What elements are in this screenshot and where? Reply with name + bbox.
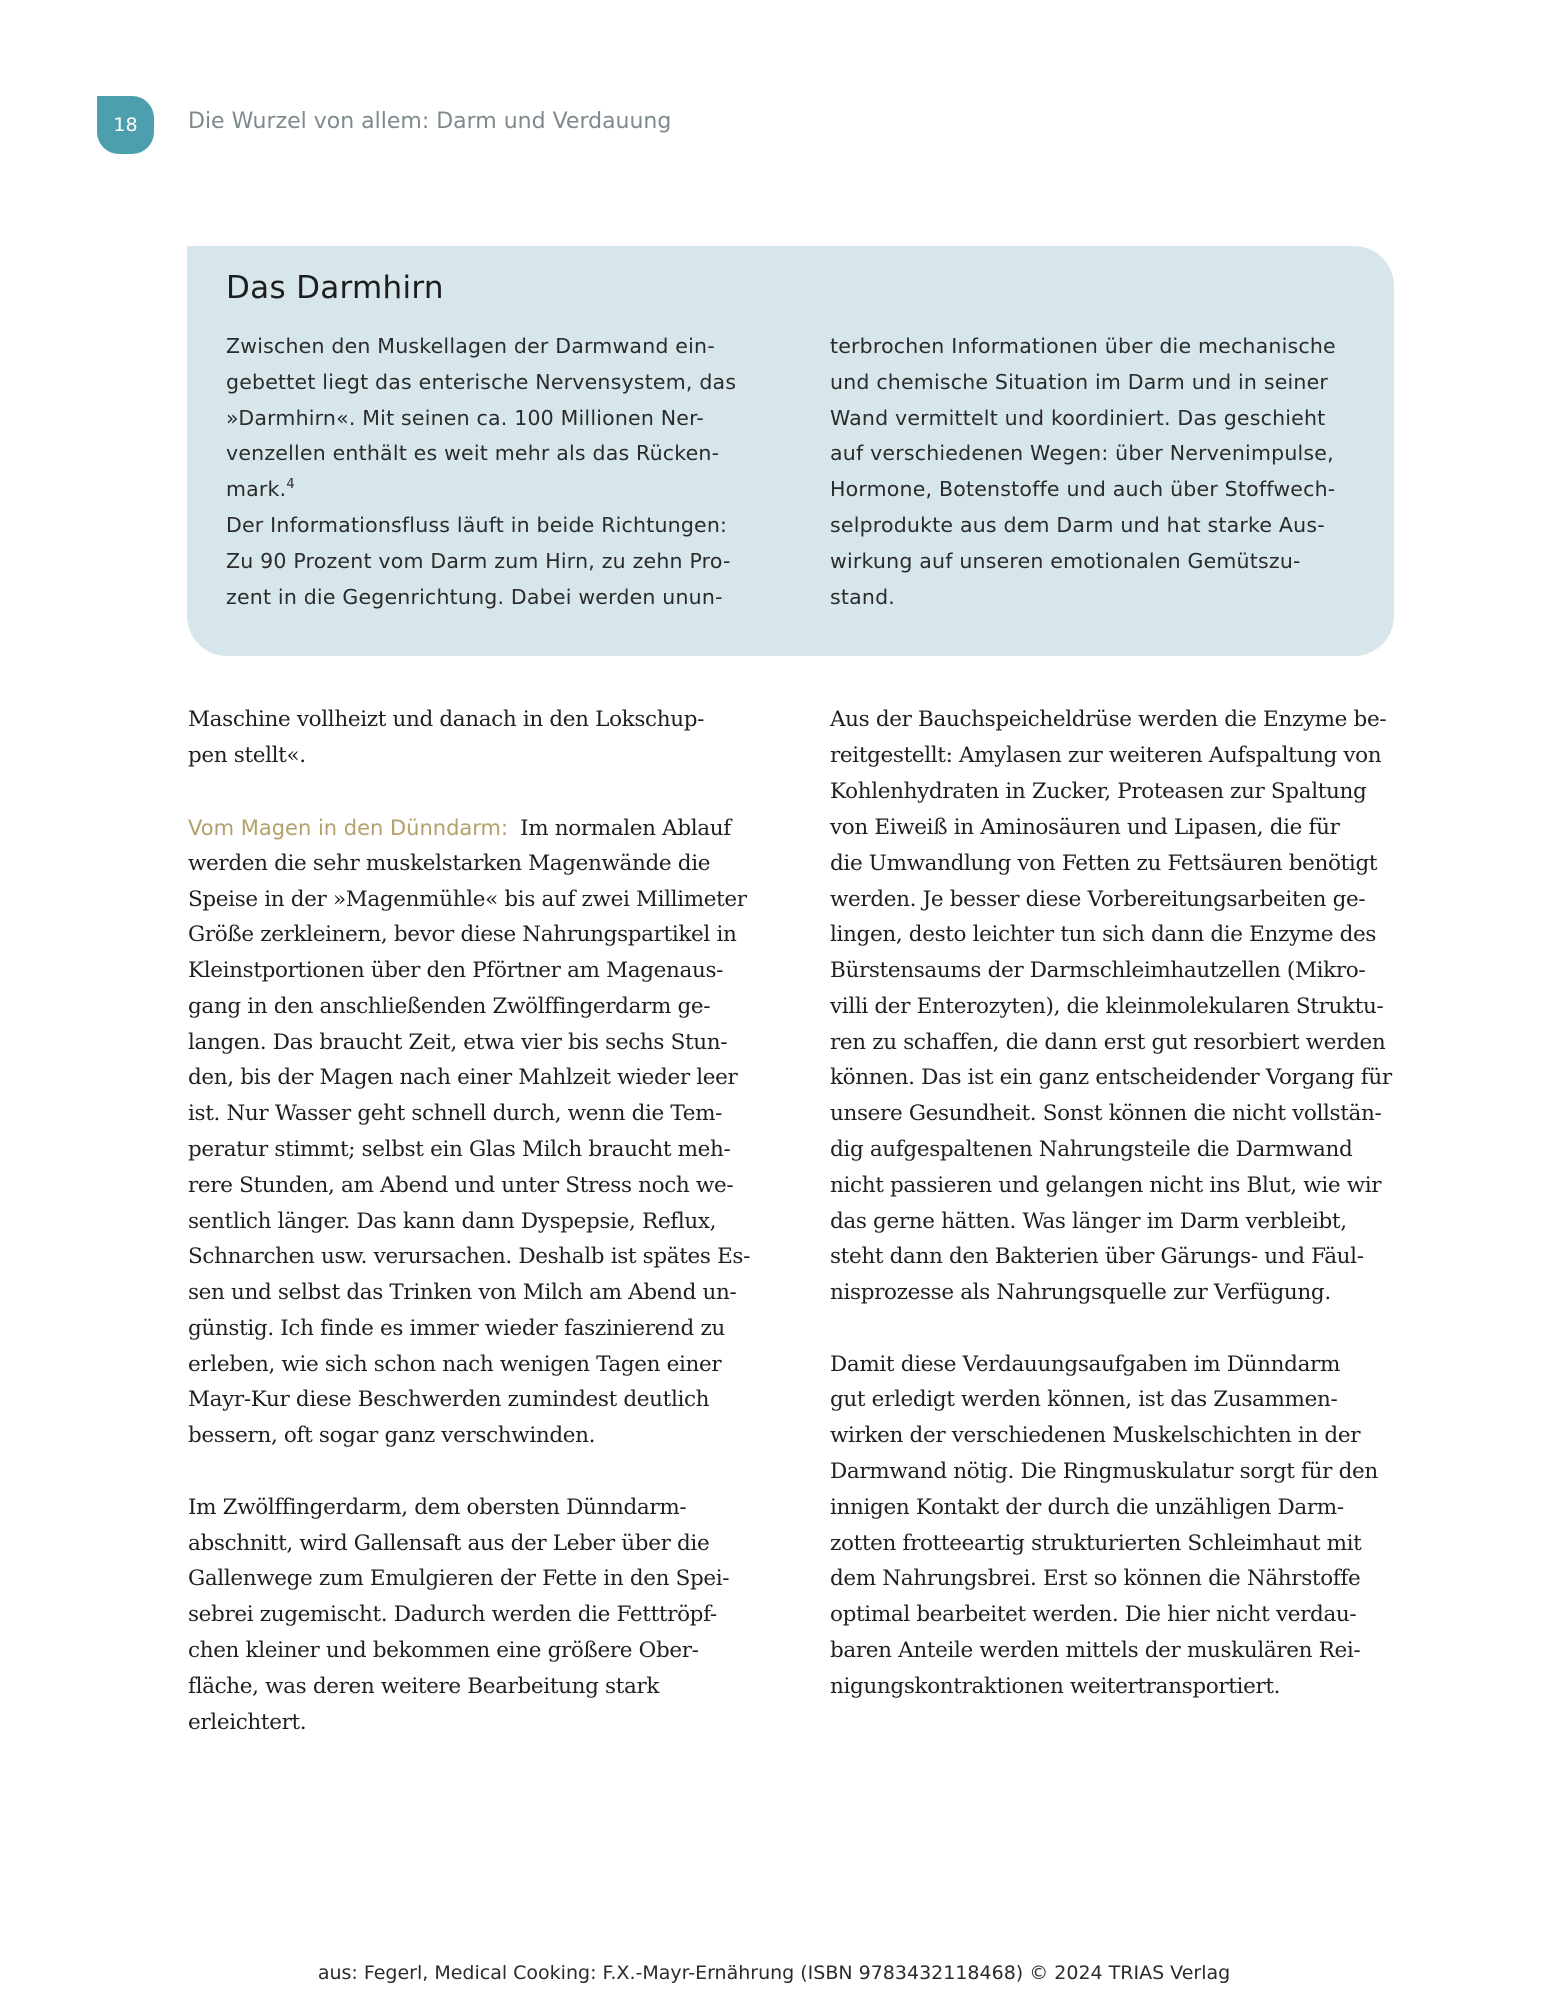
body-right-line: reitgestellt: Amylasen zur weiteren Aufspaltung von bbox=[830, 743, 1382, 768]
body-right-line: ren zu schaffen, die dann erst gut resorbiert werden bbox=[830, 1030, 1386, 1055]
info-box-left-text: mark. bbox=[226, 477, 287, 501]
body-left-line: sentlich länger. Das kann dann Dyspepsie, Reflux, bbox=[188, 1209, 717, 1234]
body-right-line: wirken der verschiedenen Muskelschichten in der bbox=[830, 1423, 1361, 1448]
body-left-line: abschnitt, wird Gallensaft aus der Leber über die bbox=[188, 1531, 710, 1556]
source-footer: aus: Fegerl, Medical Cooking: F.X.-Mayr-Ernährung (ISBN 9783432118468) © 2024 TRIAS Verlag bbox=[317, 1962, 1231, 1984]
info-box-right-line: stand. bbox=[830, 585, 896, 609]
body-left-line: erleben, wie sich schon nach wenigen Tagen einer bbox=[188, 1352, 722, 1377]
body-right-line: Aus der Bauchspeicheldrüse werden die Enzyme be- bbox=[830, 707, 1387, 732]
body-left-line: fläche, was deren weitere Bearbeitung stark bbox=[188, 1674, 660, 1699]
body-left-line: bessern, oft sogar ganz verschwinden. bbox=[188, 1423, 596, 1448]
body-left-line: Größe zerkleinern, bevor diese Nahrungspartikel in bbox=[188, 922, 737, 947]
info-box-left-line: »Darmhirn«. Mit seinen ca. 100 Millionen Ner- bbox=[226, 406, 705, 430]
info-box-right-line: wirkung auf unseren emotionalen Gemütszu- bbox=[830, 549, 1301, 573]
body-right-line: können. Das ist ein ganz entscheidender Vorgang für bbox=[830, 1065, 1392, 1090]
body-right-line: nisprozesse als Nahrungsquelle zur Verfügung. bbox=[830, 1280, 1331, 1305]
body-left-line: sen und selbst das Trinken von Milch am Abend un- bbox=[188, 1280, 737, 1305]
info-box-title: Das Darmhirn bbox=[226, 270, 444, 306]
body-right-line: Kohlenhydraten in Zucker, Proteasen zur Spaltung bbox=[830, 779, 1367, 804]
body-left-line: sebrei zugemischt. Dadurch werden die Fetttröpf- bbox=[188, 1602, 717, 1627]
body-left-line: Schnarchen usw. verursachen. Deshalb ist spätes Es- bbox=[188, 1244, 751, 1269]
body-right-line: die Umwandlung von Fetten zu Fettsäuren benötigt bbox=[830, 851, 1378, 876]
body-left-line bbox=[188, 810, 731, 847]
info-box-right-line: selprodukte aus dem Darm und hat starke Aus- bbox=[830, 513, 1325, 537]
body-right-line: von Eiweiß in Aminosäuren und Lipasen, die für bbox=[830, 815, 1340, 840]
body-left-line: peratur stimmt; selbst ein Glas Milch braucht meh- bbox=[188, 1137, 731, 1162]
body-right-line: zotten frotteeartig strukturierten Schleimhaut mit bbox=[830, 1531, 1362, 1556]
body-right-line: werden. Je besser diese Vorbereitungsarbeiten ge- bbox=[830, 887, 1366, 912]
body-left-line: chen kleiner und bekommen eine größere Ober- bbox=[188, 1638, 699, 1663]
body-right-line: baren Anteile werden mittels der muskulären Rei- bbox=[830, 1638, 1361, 1663]
info-box-left-line: Der Informationsfluss läuft in beide Richtungen: bbox=[226, 513, 728, 537]
info-box-left-line: zent in die Gegenrichtung. Dabei werden unun- bbox=[226, 585, 723, 609]
body-left-line: Speise in der »Magenmühle« bis auf zwei Millimeter bbox=[188, 887, 747, 912]
body-left-line: erleichtert. bbox=[188, 1710, 307, 1735]
info-box-right-line: Hormone, Botenstoffe und auch über Stoffwech- bbox=[830, 477, 1336, 501]
page-number-badge bbox=[97, 96, 154, 154]
body-left-line: günstig. Ich finde es immer wieder faszinierend zu bbox=[188, 1316, 725, 1341]
body-left-line: Im Zwölffingerdarm, dem obersten Dünndarm- bbox=[188, 1495, 687, 1520]
info-box-right-line: Wand vermittelt und koordiniert. Das geschieht bbox=[830, 406, 1326, 430]
footnote-marker: 4 bbox=[286, 477, 295, 493]
info-box-left-line: gebettet liegt das enterische Nervensystem, das bbox=[226, 370, 737, 394]
body-right-line: innigen Kontakt der durch die unzähligen Darm- bbox=[830, 1495, 1344, 1520]
info-box-left-line: Zwischen den Muskellagen der Darmwand ein- bbox=[226, 334, 715, 358]
body-right-line: steht dann den Bakterien über Gärungs- und Fäul- bbox=[830, 1244, 1364, 1269]
section-lead-heading: Vom Magen in den Dünndarm: bbox=[188, 816, 509, 840]
body-left-line: langen. Das braucht Zeit, etwa vier bis sechs Stun- bbox=[188, 1030, 728, 1055]
body-right-line: nigungskontraktionen weitertransportiert. bbox=[830, 1674, 1281, 1699]
running-head: Die Wurzel von allem: Darm und Verdauung bbox=[188, 109, 672, 134]
body-left-line: Maschine vollheizt und danach in den Lokschup- bbox=[188, 707, 705, 732]
body-right-line: nicht passieren und gelangen nicht ins Blut, wie wir bbox=[830, 1173, 1382, 1198]
body-left-line: Mayr-Kur diese Beschwerden zumindest deutlich bbox=[188, 1387, 710, 1412]
body-left-line: rere Stunden, am Abend und unter Stress noch we- bbox=[188, 1173, 734, 1198]
body-right-line: das gerne hätten. Was länger im Darm verbleibt, bbox=[830, 1209, 1347, 1234]
body-right-line: lingen, desto leichter tun sich dann die Enzyme des bbox=[830, 922, 1377, 947]
body-left-line: gang in den anschließenden Zwölffingerdarm ge- bbox=[188, 994, 711, 1019]
body-right-line: Damit diese Verdauungsaufgaben im Dünndarm bbox=[830, 1352, 1341, 1377]
body-right-line: optimal bearbeitet werden. Die hier nicht verdau- bbox=[830, 1602, 1357, 1627]
page-number: 18 bbox=[113, 114, 138, 136]
body-right-line: dem Nahrungsbrei. Erst so können die Nährstoffe bbox=[830, 1566, 1361, 1591]
info-box-right-line: auf verschiedenen Wegen: über Nervenimpulse, bbox=[830, 441, 1334, 465]
body-left-text: Im normalen Ablauf bbox=[520, 816, 731, 841]
body-right-line: gut erledigt werden können, ist das Zusammen- bbox=[830, 1387, 1338, 1412]
info-box-right-line: terbrochen Informationen über die mechanische bbox=[830, 334, 1336, 358]
body-right-line: villi der Enterozyten), die kleinmolekularen Struktu- bbox=[830, 994, 1384, 1019]
info-box-left-line bbox=[226, 471, 295, 507]
body-left-line: werden die sehr muskelstarken Magenwände die bbox=[188, 851, 711, 876]
info-box-right-line: und chemische Situation im Darm und in seiner bbox=[830, 370, 1329, 394]
info-box-left-line: Zu 90 Prozent vom Darm zum Hirn, zu zehn Pro- bbox=[226, 549, 731, 573]
body-left-line: pen stellt«. bbox=[188, 743, 306, 768]
body-left-line: ist. Nur Wasser geht schnell durch, wenn die Tem- bbox=[188, 1101, 723, 1126]
body-left-line: Gallenwege zum Emulgieren der Fette in den Spei- bbox=[188, 1566, 730, 1591]
info-box-left-line: venzellen enthält es weit mehr als das Rücken- bbox=[226, 441, 720, 465]
body-right-line: unsere Gesundheit. Sonst können die nicht vollstän- bbox=[830, 1101, 1382, 1126]
body-left-line: Kleinstportionen über den Pförtner am Magenaus- bbox=[188, 958, 724, 983]
body-right-line: Darmwand nötig. Die Ringmuskulatur sorgt für den bbox=[830, 1459, 1378, 1484]
body-right-line: dig aufgespaltenen Nahrungsteile die Darmwand bbox=[830, 1137, 1353, 1162]
body-right-line: Bürstensaums der Darmschleimhautzellen (Mikro- bbox=[830, 958, 1366, 983]
body-left-line: den, bis der Magen nach einer Mahlzeit wieder leer bbox=[188, 1065, 738, 1090]
